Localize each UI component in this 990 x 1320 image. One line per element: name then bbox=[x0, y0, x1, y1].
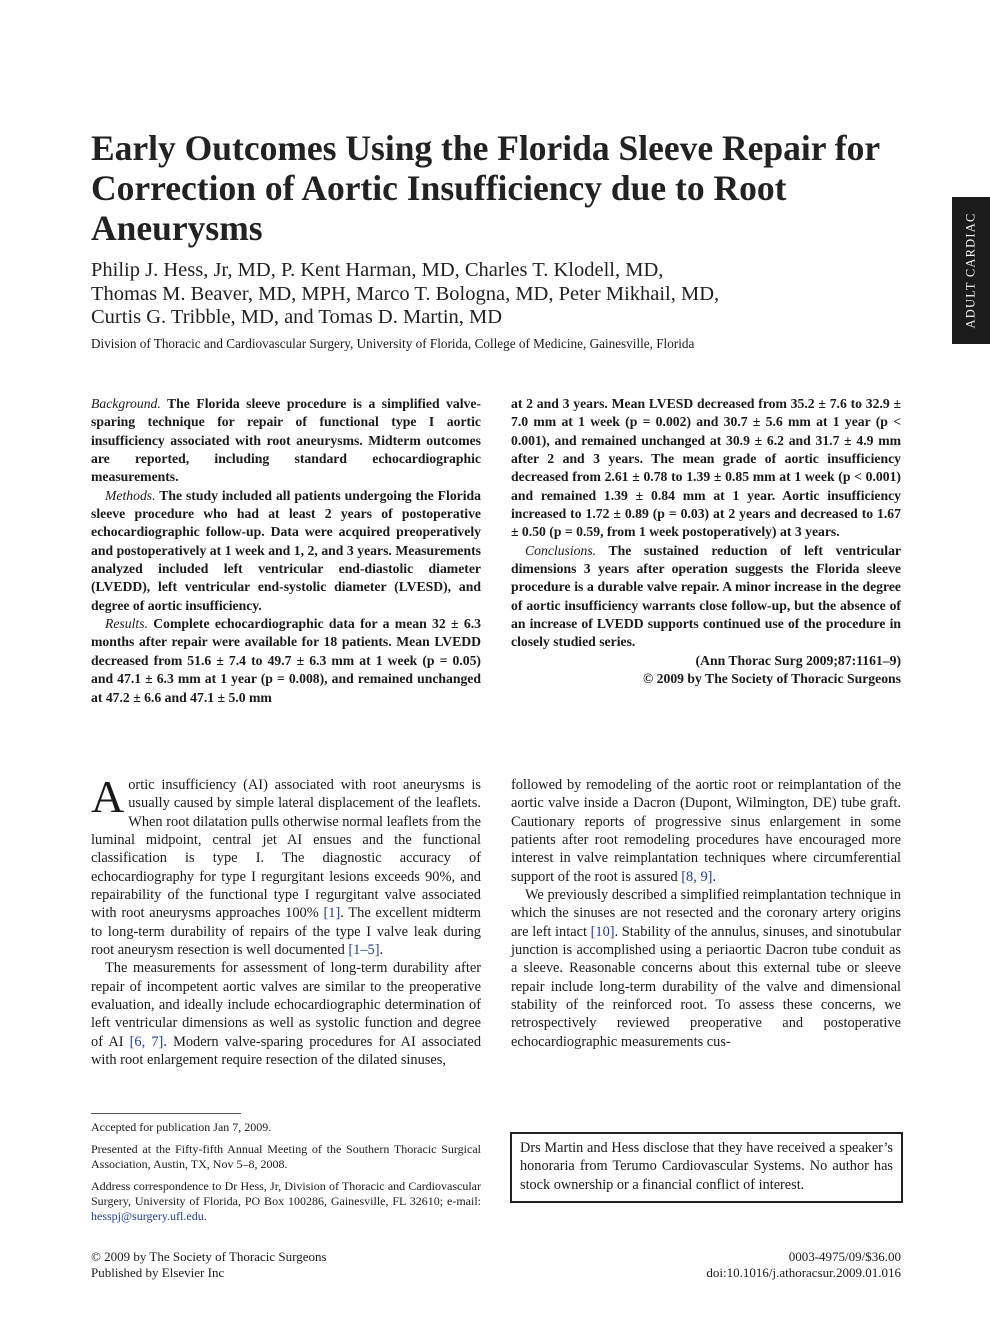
footnotes bbox=[91, 1120, 481, 1231]
body-left-column bbox=[91, 771, 482, 1070]
abstract-label: Background. bbox=[91, 396, 161, 411]
abstract-methods bbox=[91, 487, 481, 615]
footer-issn: 0003-4975/09/$36.00 bbox=[788, 1249, 901, 1264]
author-line: Curtis G. Tribble, MD, and Tomas D. Martin, MD bbox=[91, 306, 503, 328]
body-paragraph bbox=[511, 776, 901, 886]
reference-link[interactable]: [10] bbox=[590, 923, 615, 940]
body-text: . bbox=[379, 942, 384, 959]
footnote-address bbox=[91, 1179, 481, 1224]
body-paragraph bbox=[91, 959, 481, 1069]
footer-doi: doi:10.1016/j.athoracsur.2009.01.016 bbox=[706, 1265, 901, 1280]
reference-link[interactable]: [1] bbox=[323, 905, 341, 922]
abstract-label: Conclusions. bbox=[525, 542, 597, 558]
abstract-text: Complete echocardiographic data for a mean 32 ± 6.3 months after repair were available for 18 patients. Mean LVEDD decreased from 51.6 ± 7.4 to 49.7 ± 6.3 mm at 1 week (p = 0.05) and 47.1 ± 6.3 mm at 1 year (p = 0.008), and remained unchanged at 47.2 ± 6.6 and 47.1 ± 5.0 mm bbox=[91, 616, 481, 705]
body-text: The measurements for assessment of long-term durability after repair of incompetent aortic valves are similar to the preoperative evaluation, and ideally include echocardiographic determination of left ventricular dimensions as well as systolic function and degree of AI bbox=[91, 960, 481, 1050]
drop-cap: A bbox=[91, 771, 125, 822]
abstract-label: Results. bbox=[105, 616, 148, 632]
email-link[interactable]: hesspj@surgery.ufl.edu bbox=[91, 1209, 204, 1223]
body-text: ortic insufficiency (AI) associated with root aneurysms is usually caused by simple lateral displacement of the leaflets. When root dilatation pulls otherwise normal leaflets from the luminal midpoint, central jet AI ensues and the functional classification is type I. The diagnostic accuracy of echocardiography for type I regurgitant lesions exceeds 90%, and repairability of the functional type I regurgitant valve associated with root aneurysms approaches 100% bbox=[91, 777, 481, 922]
footnote-presented: Presented at the Fifty-fifth Annual Meeting of the Southern Thoracic Surgical Association, Austin, TX, Nov 5–8, 2008. bbox=[91, 1142, 481, 1171]
journal-citation: (Ann Thorac Surg 2009;87:1161–9) bbox=[695, 652, 901, 668]
footer-right bbox=[600, 1249, 901, 1281]
body-text: . Modern valve-sparing procedures for AI associated with root enlargement require resection of the dilated sinuses, bbox=[91, 1033, 482, 1069]
footnote-divider bbox=[91, 1113, 241, 1114]
body-text: . bbox=[712, 868, 717, 885]
author-line: Thomas M. Beaver, MD, MPH, Marco T. Bologna, MD, Peter Mikhail, MD, bbox=[91, 282, 720, 305]
author-line: Philip J. Hess, Jr, MD, P. Kent Harman, MD, Charles T. Klodell, MD, bbox=[91, 259, 664, 281]
title-line: Early Outcomes Using the Florida Sleeve Repair for bbox=[91, 128, 881, 168]
abstract-text: The sustained reduction of left ventricular dimensions 3 years after operation suggests the Florida sleeve procedure is a durable valve repair. A minor increase in the degree of aortic insufficiency warrants close follow-up, but the absence of an increase of LVEDD supports continued use of the procedure in closely studied series. bbox=[511, 542, 901, 650]
footer-copyright: © 2009 by The Society of Thoracic Surgeons bbox=[91, 1249, 327, 1264]
footnote-text: . bbox=[203, 1209, 207, 1223]
title-line: Aneurysms bbox=[91, 208, 263, 248]
affiliation: Division of Thoracic and Cardiovascular Surgery, University of Florida, College of Medicine, Gainesville, Florida bbox=[91, 336, 695, 351]
abstract-text: The Florida sleeve procedure is a simplified valve-sparing technique for repair of functional type I aortic insufficiency associated with root aneurysms. Midterm outcomes are reported, including standard echocardiographic measurements. bbox=[91, 396, 481, 485]
reference-link[interactable]: [6, 7] bbox=[129, 1033, 164, 1050]
section-tab bbox=[952, 197, 990, 344]
abstract-left-column bbox=[91, 395, 481, 707]
disclosure-box: Drs Martin and Hess disclose that they have received a speaker’s honoraria from Terumo Cardiovascular Systems. No author has stock ownership or a financial conflict of interest. bbox=[510, 1132, 903, 1203]
footer-publisher: Published by Elsevier Inc bbox=[91, 1265, 225, 1280]
body-text: . Stability of the annulus, sinuses, and sinotubular junction is accomplished using a periaortic Dacron tube conduit as a sleeve. Reasonable concerns about this external tube or sleeve repair include long-term durability of the valve and dimensional stability of the reinforced root. To assess these concerns, we retrospectively reviewed preoperative and postoperative echocardiographic measurements cus- bbox=[511, 923, 901, 1050]
body-paragraph bbox=[91, 771, 481, 959]
body-text: . The excellent midterm to long-term durability of repairs of the type I valve leak during root aneurysm resection is well documented bbox=[91, 905, 481, 959]
abstract-copyright: © 2009 by The Society of Thoracic Surgeons bbox=[642, 671, 901, 687]
reference-link[interactable]: [8, 9] bbox=[681, 868, 713, 885]
abstract-label: Methods. bbox=[105, 487, 156, 503]
abstract-text: The study included all patients undergoing the Florida sleeve procedure who had at least 2 years of postoperative echocardiographic follow-up. Data were acquired preoperatively and postoperatively at 1 week and 1, 2, and 3 years. Measurements analyzed included left ventricular end-diastolic diameter (LVEDD), left ventricular end-systolic diameter (LVESD), and degree of aortic insufficiency. bbox=[91, 487, 481, 613]
body-text: We previously described a simplified reimplantation technique in which the sinuses are not resected and the coronary artery origins are left intact bbox=[511, 887, 901, 940]
body-text: followed by remodeling of the aortic root or reimplantation of the aortic valve inside a Dacron (Dupont, Wilmington, DE) tube graft. Cautionary reports of progressive sinus enlargement in some patients after root remodeling procedures have encouraged more interest in valve reimplantation techniques where circumferential support of the root is assured bbox=[511, 777, 901, 885]
abstract-conclusions bbox=[511, 542, 901, 652]
footnote-text: Address correspondence to Dr Hess, Jr, Division of Thoracic and Cardiovascular Surgery, University of Florida, PO Box 100286, Gainesville, FL 32610; e-mail: bbox=[91, 1179, 481, 1208]
reference-link[interactable]: [1–5] bbox=[348, 942, 380, 959]
body-paragraph bbox=[511, 886, 901, 1051]
author-list bbox=[91, 259, 851, 330]
section-tab-label: ADULT CARDIAC bbox=[963, 212, 978, 329]
article-title bbox=[91, 128, 911, 248]
footer-left bbox=[91, 1249, 491, 1281]
abstract-right-column bbox=[511, 395, 901, 689]
footnote-accepted: Accepted for publication Jan 7, 2009. bbox=[91, 1120, 272, 1134]
title-line: Correction of Aortic Insufficiency due to Root bbox=[91, 168, 787, 208]
abstract-background bbox=[91, 395, 481, 487]
abstract-results bbox=[91, 615, 481, 707]
abstract-results-continued: at 2 and 3 years. Mean LVESD decreased from 35.2 ± 7.6 to 32.9 ± 7.0 mm at 1 week (p = 0.002) and 30.7 ± 5.6 mm at 1 year (p < 0.001), and remained unchanged at 30.9 ± 6.2 and 31.7 ± 4.9 mm after 2 and 3 years. The mean grade of aortic insufficiency decreased from 2.61 ± 0.78 to 1.39 ± 0.85 mm at 1 week (p < 0.001) and remained 1.39 ± 0.84 mm at 1 year. Aortic insufficiency increased to 1.72 ± 0.89 (p = 0.03) at 2 years and decreased to 1.67 ± 0.50 (p = 0.59, from 1 week postoperatively) at 3 years. bbox=[511, 396, 901, 540]
body-right-column bbox=[511, 776, 901, 1051]
